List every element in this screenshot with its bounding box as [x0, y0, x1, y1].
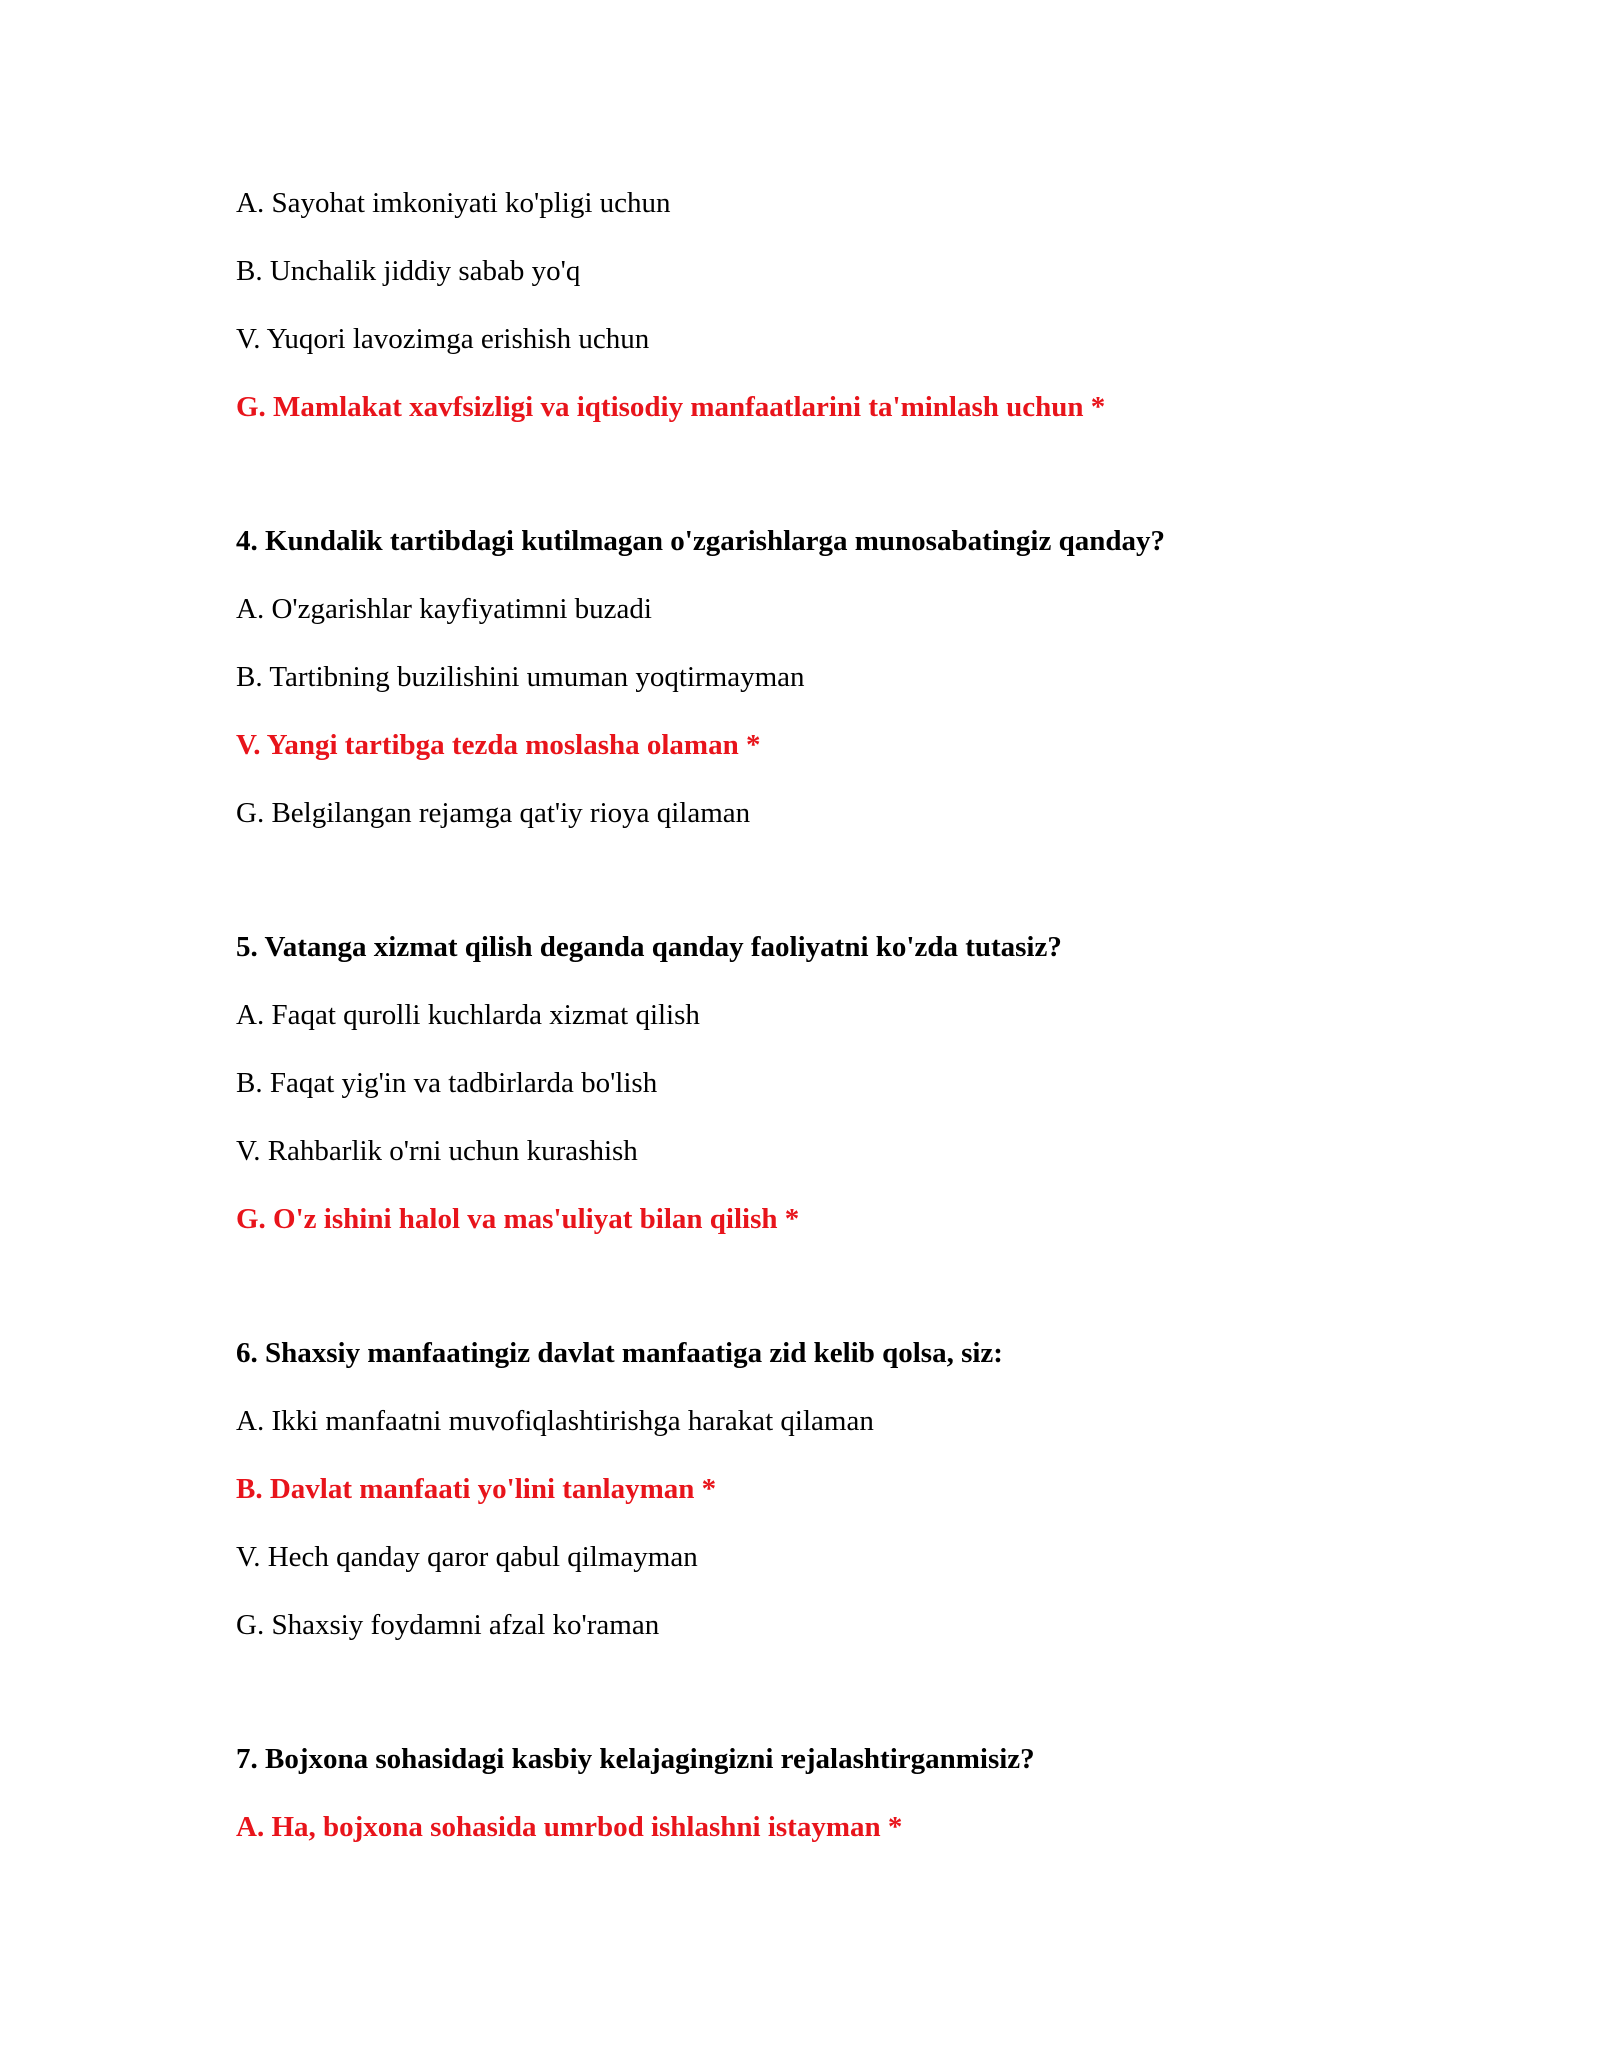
question-block: [236, 186, 1436, 424]
question-block: [236, 524, 1436, 830]
answer-option: B. Unchalik jiddiy sabab yo'q: [236, 255, 581, 287]
question-title: 6. Shaxsiy manfaatingiz davlat manfaatiga zid kelib qolsa, siz:: [236, 1337, 1003, 1369]
answer-option: A. Ikki manfaatni muvofiqlashtirishga harakat qilaman: [236, 1405, 874, 1437]
correct-answer-option: V. Yangi tartibga tezda moslasha olaman *: [236, 729, 761, 761]
correct-answer-option: G. O'z ishini halol va mas'uliyat bilan qilish *: [236, 1203, 800, 1235]
spacer: [236, 458, 1436, 524]
answer-option: V. Rahbarlik o'rni uchun kurashish: [236, 1135, 638, 1167]
answer-option: G. Belgilangan rejamga qat'iy rioya qilaman: [236, 797, 751, 829]
spacer: [236, 864, 1436, 930]
answer-option: A. O'zgarishlar kayfiyatimni buzadi: [236, 593, 652, 625]
answer-option: B. Tartibning buzilishini umuman yoqtirmayman: [236, 661, 805, 693]
correct-answer-option: G. Mamlakat xavfsizligi va iqtisodiy manfaatlarini ta'minlash uchun *: [236, 391, 1106, 423]
spacer: [236, 1676, 1436, 1742]
spacer: [236, 1270, 1436, 1336]
answer-option: G. Shaxsiy foydamni afzal ko'raman: [236, 1609, 660, 1641]
question-title: 5. Vatanga xizmat qilish deganda qanday faoliyatni ko'zda tutasiz?: [236, 931, 1062, 963]
answer-option: B. Faqat yig'in va tadbirlarda bo'lish: [236, 1067, 658, 1099]
answer-option: A. Sayohat imkoniyati ko'pligi uchun: [236, 187, 671, 219]
answer-option: V. Yuqori lavozimga erishish uchun: [236, 323, 650, 355]
question-block: [236, 930, 1436, 1236]
question-title: 7. Bojxona sohasidagi kasbiy kelajagingizni rejalashtirganmisiz?: [236, 1743, 1035, 1775]
quiz-content: [236, 186, 1436, 1878]
question-block: [236, 1336, 1436, 1642]
answer-option: V. Hech qanday qaror qabul qilmayman: [236, 1541, 698, 1573]
question-block: [236, 1742, 1436, 1844]
correct-answer-option: B. Davlat manfaati yo'lini tanlayman *: [236, 1473, 717, 1505]
answer-option: A. Faqat qurolli kuchlarda xizmat qilish: [236, 999, 700, 1031]
correct-answer-option: A. Ha, bojxona sohasida umrbod ishlashni istayman *: [236, 1811, 903, 1843]
question-title: 4. Kundalik tartibdagi kutilmagan o'zgarishlarga munosabatingiz qanday?: [236, 525, 1165, 557]
